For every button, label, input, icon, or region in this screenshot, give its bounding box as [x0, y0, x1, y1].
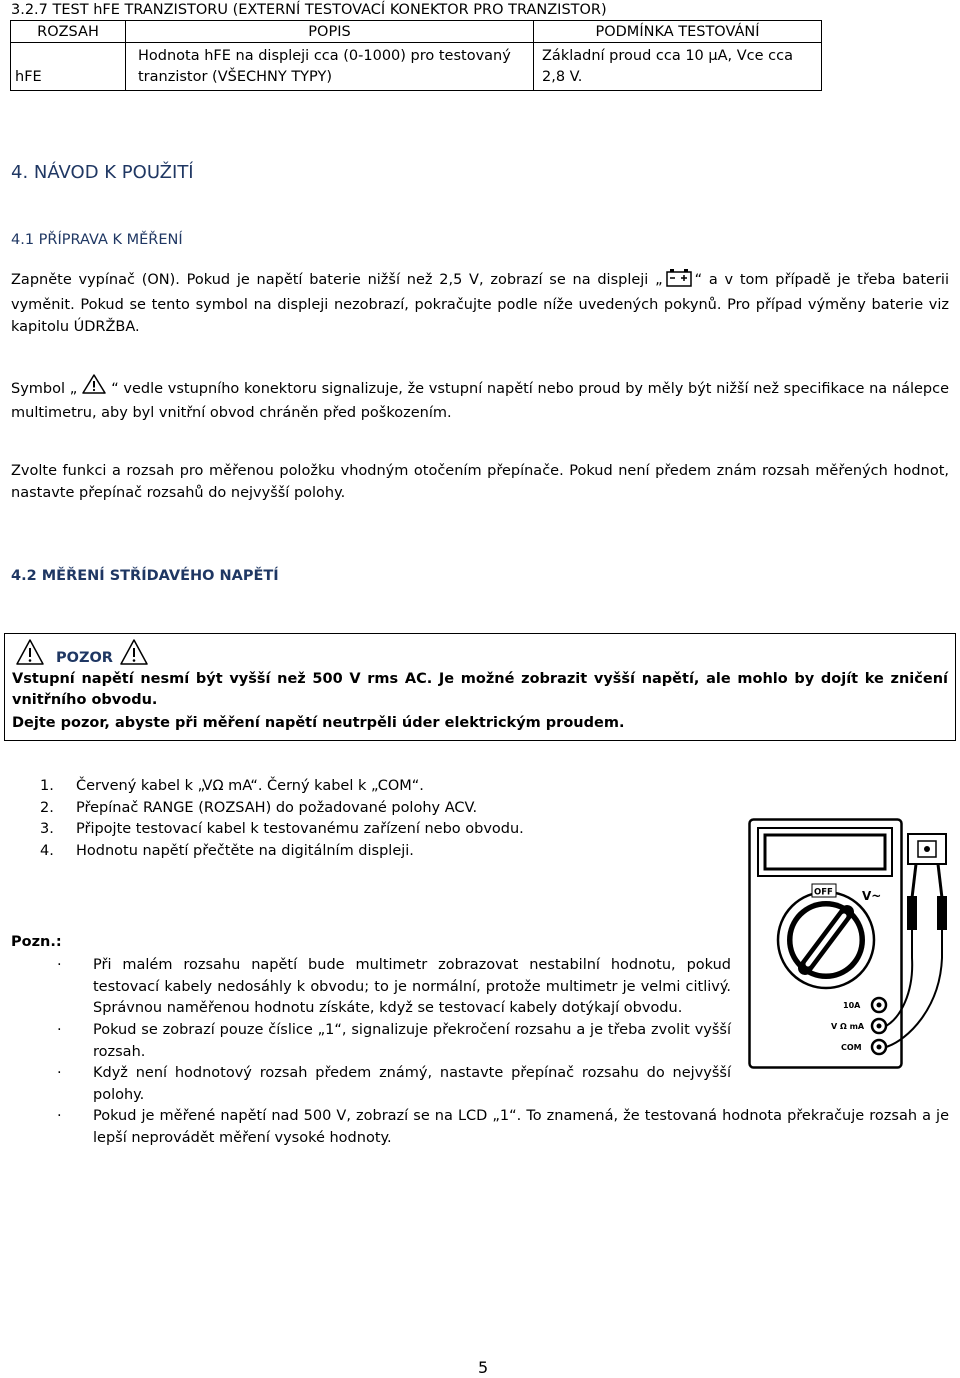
cell-condition: Základní proud cca 10 µA, Vce cca 2,8 V. [534, 43, 822, 91]
note-item: Pokud je měřené napětí nad 500 V, zobrazí se na LCD „1“. To znamená, že testovaná hodnota překračuje rozsah a je lepší neprovádět měření vysoké hodnoty. [93, 1108, 949, 1146]
table-header-row [11, 21, 822, 43]
heading-4-2: 4.2 MĚŘENÍ STŘÍDAVÉHO NAPĚTÍ [11, 568, 279, 584]
steps-list [40, 776, 524, 862]
warning-triangle-icon [81, 373, 107, 402]
bullet-marker: · [57, 1065, 62, 1081]
list-item: 2. Přepínač RANGE (ROZSAH) do požadované polohy ACV. [40, 799, 478, 816]
notes-label: Pozn.: [11, 934, 62, 950]
bullet-marker: · [57, 1022, 62, 1038]
warning-line-1: Vstupní napětí nesmí být vyšší než 500 V rms AC. Je možné zobrazit vyšší napětí, ale mohlo by dojít ke zničení vnitřního obvodu. [12, 671, 948, 708]
warning-title: POZOR [56, 650, 113, 666]
warning-triangle-icon [119, 638, 149, 670]
note-item: Když není hodnotový rozsah předem známý, nastavte přepínač rozsahu do nejvyšší polohy. [93, 1065, 731, 1103]
battery-icon [666, 269, 692, 294]
list-item: 4. Hodnotu napětí přečtěte na digitálním displeji. [40, 842, 414, 859]
paragraph-symbol [11, 373, 949, 424]
heading-4-1: 4.1 PŘÍPRAVA K MĚŘENÍ [11, 232, 183, 248]
header-range: ROZSAH [11, 21, 126, 43]
header-description: POPIS [126, 21, 534, 43]
warning-box [4, 633, 956, 741]
paragraph-function: Zvolte funkci a rozsah pro měřenou položku vhodným otočením přepínače. Pokud není předem znám rozsah měřených hodnot, nastavte přepínač rozsahů do nejvyšší polohy. [11, 463, 949, 501]
section-title: 3.2.7 TEST hFE TRANZISTORU (EXTERNÍ TESTOVACÍ KONEKTOR PRO TRANZISTOR) [11, 2, 607, 18]
symbol-text-b: “ vedle vstupního konektoru signalizuje, že vstupní napětí nebo proud by měly být nižší než specifikace na nálepce multimetru, aby byl vnitřní obvod chráněn před poškozením. [11, 381, 949, 421]
v-label: V~ [862, 889, 882, 903]
header-condition: PODMÍNKA TESTOVÁNÍ [534, 21, 822, 43]
note-item: Pokud se zobrazí pouze číslice „1“, signalizuje překročení rozsahu a je třeba zvolit vyšší rozsah. [93, 1022, 731, 1060]
warning-line-2: Dejte pozor, abyste při měření napětí neutrpěli úder elektrickým proudem. [12, 715, 625, 731]
jack-vma-label: V Ω mA [831, 1022, 865, 1031]
bullet-marker: · [57, 1108, 62, 1124]
hfe-spec-table [10, 20, 822, 91]
table-row [11, 43, 822, 91]
battery-text-b: “ a v tom případě je třeba baterii vyměnit. Pokud se tento symbol na displeji nezobrazí, pokračujte podle níže uvedených pokynů. Pro případ výměny baterie viz kapitolu ÚDRŽBA. [11, 272, 949, 335]
off-label: OFF [814, 887, 833, 898]
paragraph-battery [11, 269, 949, 338]
symbol-text-a: Symbol „ [11, 381, 78, 397]
list-item: 3. Připojte testovací kabel k testovanému zařízení nebo obvodu. [40, 821, 524, 837]
warning-triangle-icon [15, 638, 45, 670]
multimeter-illustration [748, 818, 952, 1070]
battery-text-a: Zapněte vypínač (ON). Pokud je napětí baterie nižší než 2,5 V, zobrazí se na displeji „ [11, 272, 663, 288]
page-number: 5 [478, 1358, 489, 1377]
cell-description: Hodnota hFE na displeji cca (0-1000) pro testovaný tranzistor (VŠECHNY TYPY) [126, 43, 534, 91]
list-item: 1. Červený kabel k „VΩ mA“. Černý kabel k „COM“. [40, 778, 424, 794]
jack-com-label: COM [841, 1043, 862, 1052]
cell-range: hFE [11, 43, 126, 91]
note-item: Při malém rozsahu napětí bude multimetr zobrazovat nestabilní hodnotu, pokud testovací kabely nedosáhly k obvodu; to je normální, protože multimetr je velmi citlivý. Správnou naměřenou hodnotu získáte, když se testovací kabely dotýkají obvodu. [93, 957, 731, 1016]
heading-4: 4. NÁVOD K POUŽITÍ [11, 162, 194, 183]
bullet-marker: · [57, 957, 62, 973]
jack-10a-label: 10A [843, 1001, 861, 1010]
